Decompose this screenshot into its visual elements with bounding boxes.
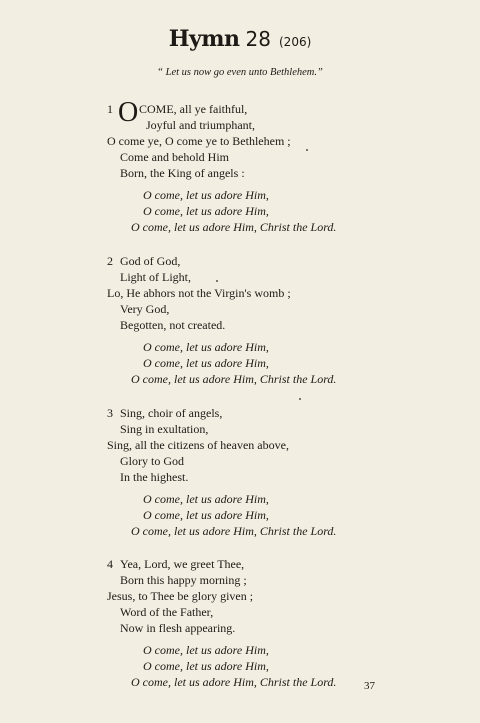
- stanza-3-refrain-2: O come, let us adore Him,: [143, 508, 269, 522]
- stanza-4-line-5: Now in flesh appearing.: [120, 621, 236, 635]
- hymn-number: 28: [245, 27, 271, 51]
- stanza-4-line-3: Jesus, to Thee be glory given ;: [107, 589, 254, 603]
- stanza-3-line-1: Sing, choir of angels,: [120, 406, 223, 420]
- paper-speck: [216, 280, 218, 282]
- stanza-1-refrain-1: O come, let us adore Him,: [143, 188, 269, 202]
- stanza-1-number: 1: [107, 102, 113, 116]
- stanza-3-refrain-3: O come, let us adore Him, Christ the Lord.: [131, 524, 337, 538]
- page-number: 37: [364, 680, 375, 692]
- stanza-2-line-2: Light of Light,: [120, 270, 191, 284]
- stanza-1-line-3: O come ye, O come ye to Bethlehem ;: [107, 134, 291, 148]
- stanza-2-number: 2: [107, 254, 113, 268]
- stanza-1-dropcap: O: [118, 97, 139, 128]
- stanza-4-number: 4: [107, 557, 113, 571]
- alternate-number: (206): [279, 35, 312, 49]
- stanza-2-line-4: Very God,: [120, 302, 170, 316]
- stanza-2-line-1: God of God,: [120, 254, 181, 268]
- stanza-4-line-2: Born this happy morning ;: [120, 573, 247, 587]
- stanza-4-refrain-1: O come, let us adore Him,: [143, 643, 269, 657]
- stanza-1-line-1: COME, all ye faithful,: [139, 102, 248, 116]
- epigraph: “ Let us now go even unto Bethlehem.”: [157, 67, 323, 78]
- stanza-1-line-5: Born, the King of angels :: [120, 166, 245, 180]
- hymn-word: Hymn: [168, 26, 240, 52]
- stanza-2-line-3: Lo, He abhors not the Virgin's womb ;: [107, 286, 291, 300]
- stanza-2-refrain-2: O come, let us adore Him,: [143, 356, 269, 370]
- stanza-3-refrain-1: O come, let us adore Him,: [143, 492, 269, 506]
- stanza-3-line-5: In the highest.: [120, 470, 189, 484]
- stanza-3-line-2: Sing in exultation,: [120, 422, 209, 436]
- stanza-3-line-4: Glory to God: [120, 454, 184, 468]
- paper-speck: [306, 149, 308, 151]
- stanza-2-line-5: Begotten, not created.: [120, 318, 226, 332]
- stanza-4-refrain-3: O come, let us adore Him, Christ the Lord.: [131, 675, 337, 689]
- stanza-3-number: 3: [107, 406, 113, 420]
- paper-speck: [299, 398, 301, 400]
- stanza-1-line-4: Come and behold Him: [120, 150, 229, 164]
- stanza-1-refrain-2: O come, let us adore Him,: [143, 204, 269, 218]
- stanza-3-line-3: Sing, all the citizens of heaven above,: [107, 438, 289, 452]
- stanza-1-refrain-3: O come, let us adore Him, Christ the Lord.: [131, 220, 337, 234]
- stanza-4-line-1: Yea, Lord, we greet Thee,: [120, 557, 245, 571]
- stanza-4-line-4: Word of the Father,: [120, 605, 214, 619]
- stanza-2-refrain-3: O come, let us adore Him, Christ the Lord.: [131, 372, 337, 386]
- hymn-title: [0, 26, 480, 52]
- stanza-2-refrain-1: O come, let us adore Him,: [143, 340, 269, 354]
- stanza-4-refrain-2: O come, let us adore Him,: [143, 659, 269, 673]
- stanza-1-line-2: Joyful and triumphant,: [146, 118, 255, 132]
